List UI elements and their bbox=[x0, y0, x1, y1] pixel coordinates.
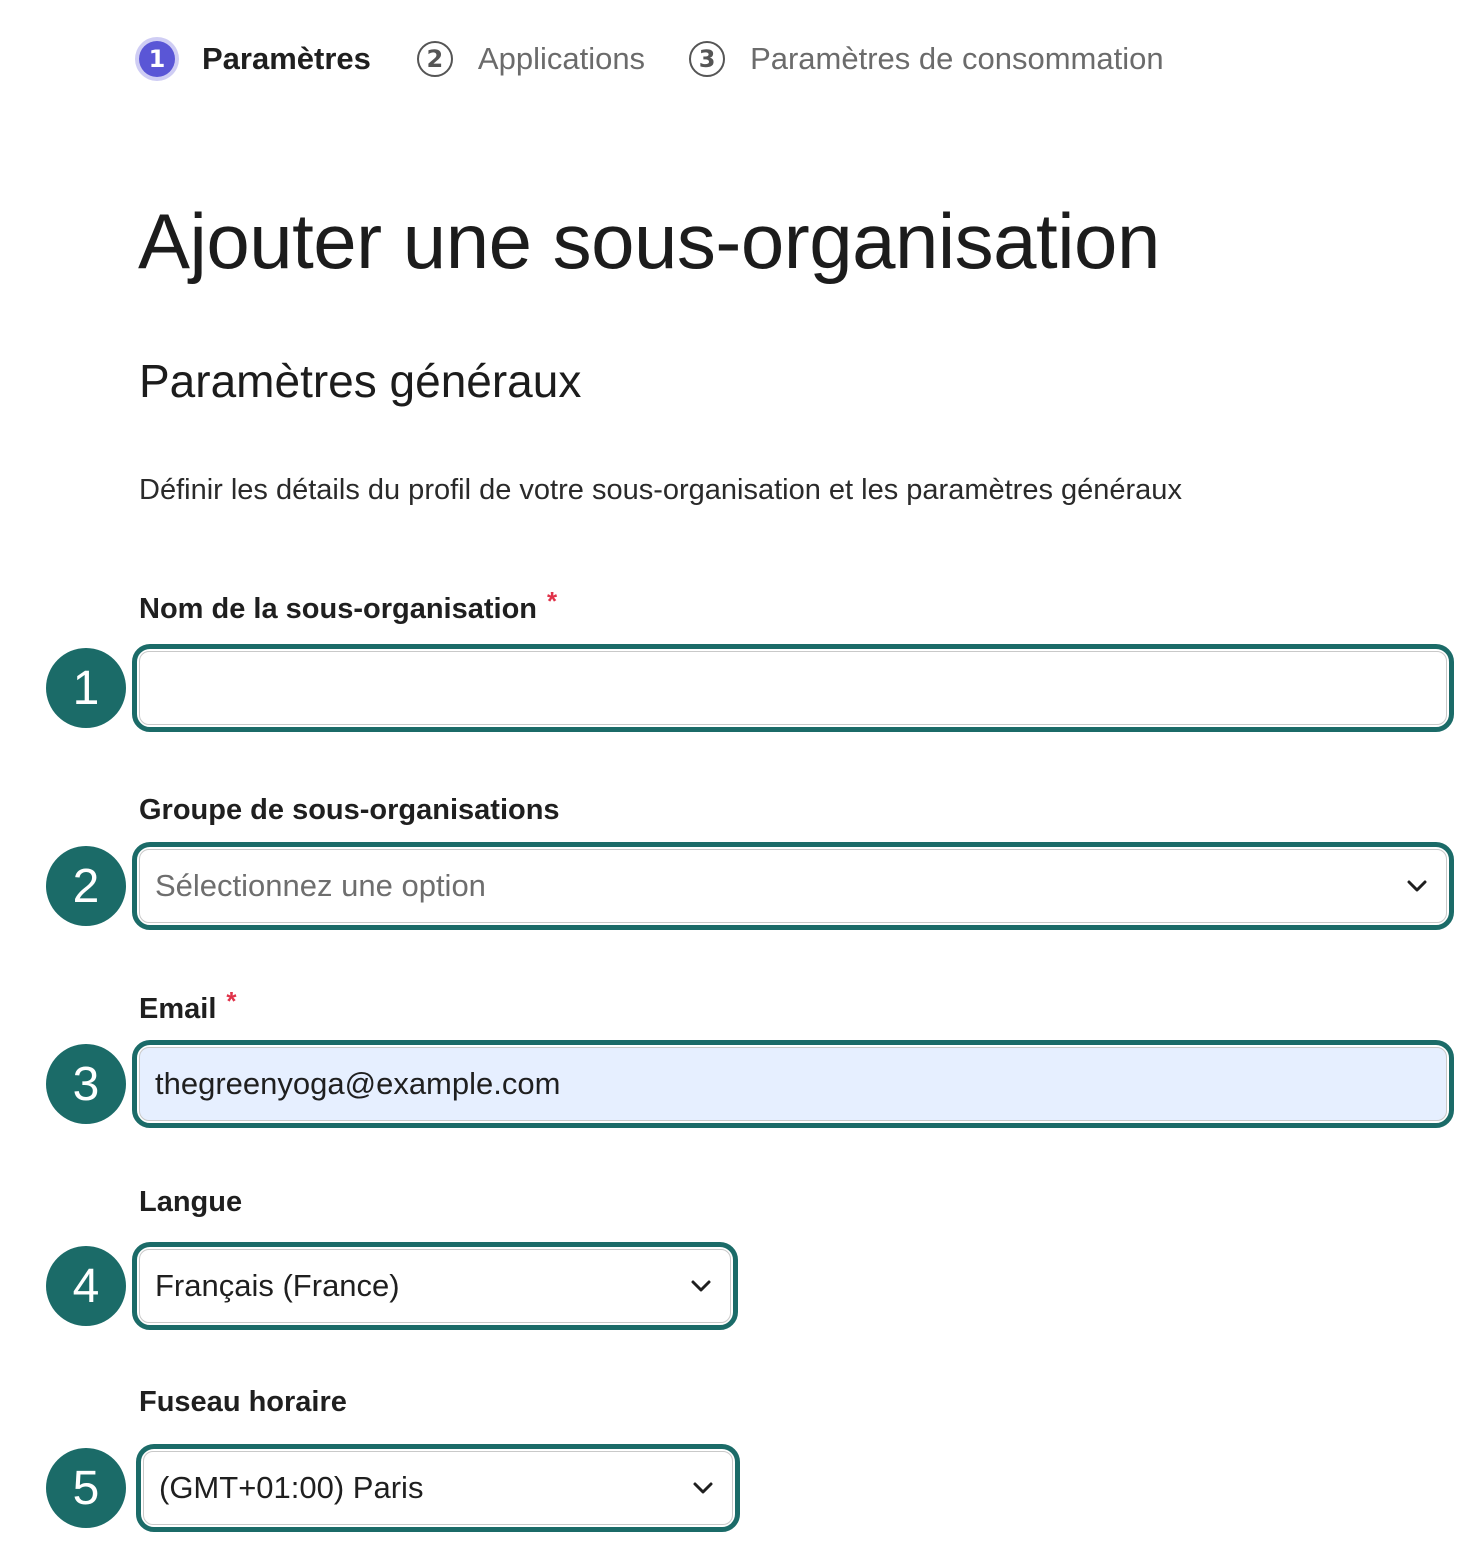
timezone-select[interactable] bbox=[143, 1451, 733, 1525]
step-number-2: 2 bbox=[417, 41, 453, 77]
chevron-down-icon bbox=[1406, 879, 1428, 893]
step-applications[interactable] bbox=[417, 41, 645, 77]
step-consumption-settings[interactable] bbox=[689, 41, 1164, 77]
name-field-highlight bbox=[132, 644, 1454, 732]
callout-badge-5: 5 bbox=[46, 1448, 126, 1528]
required-asterisk: * bbox=[226, 986, 237, 1016]
timezone-select-value: (GMT+01:00) Paris bbox=[159, 1470, 424, 1505]
group-select-placeholder: Sélectionnez une option bbox=[155, 868, 486, 903]
group-select[interactable] bbox=[139, 849, 1447, 923]
group-field-label: Groupe de sous-organisations bbox=[139, 794, 560, 826]
step-number-1: 1 bbox=[139, 41, 175, 77]
callout-badge-2: 2 bbox=[46, 846, 126, 926]
progress-stepper bbox=[139, 36, 1164, 82]
email-input[interactable] bbox=[139, 1047, 1447, 1121]
section-description: Définir les détails du profil de votre sous-organisation et les paramètres généraux bbox=[139, 474, 1182, 506]
name-field-label bbox=[139, 586, 557, 626]
page-title: Ajouter une sous-organisation bbox=[138, 197, 1160, 285]
email-label-text: Email bbox=[139, 993, 217, 1025]
section-title: Paramètres généraux bbox=[139, 355, 582, 407]
language-field-label: Langue bbox=[139, 1186, 243, 1218]
name-input[interactable] bbox=[139, 651, 1447, 725]
name-label-text: Nom de la sous-organisation bbox=[139, 593, 537, 625]
callout-badge-4: 4 bbox=[46, 1246, 126, 1326]
language-select-value: Français (France) bbox=[155, 1268, 400, 1303]
step-label-applications: Applications bbox=[477, 41, 646, 76]
email-field-highlight bbox=[132, 1040, 1454, 1128]
group-field-highlight bbox=[132, 842, 1454, 930]
step-label-consumption-settings: Paramètres de consommation bbox=[750, 41, 1164, 76]
step-number-3: 3 bbox=[689, 41, 725, 77]
step-label-parametres: Paramètres bbox=[202, 41, 371, 76]
email-field-label bbox=[139, 986, 237, 1026]
timezone-field-highlight bbox=[136, 1444, 740, 1532]
callout-badge-3: 3 bbox=[46, 1044, 126, 1124]
timezone-field-label: Fuseau horaire bbox=[139, 1386, 347, 1418]
chevron-down-icon bbox=[690, 1279, 712, 1293]
language-select[interactable] bbox=[139, 1249, 731, 1323]
required-asterisk: * bbox=[547, 586, 558, 616]
language-field-highlight bbox=[132, 1242, 738, 1330]
callout-badge-1: 1 bbox=[46, 648, 126, 728]
chevron-down-icon bbox=[692, 1481, 714, 1495]
step-parametres[interactable] bbox=[139, 41, 371, 77]
email-value: thegreenyoga@example.com bbox=[155, 1066, 561, 1101]
